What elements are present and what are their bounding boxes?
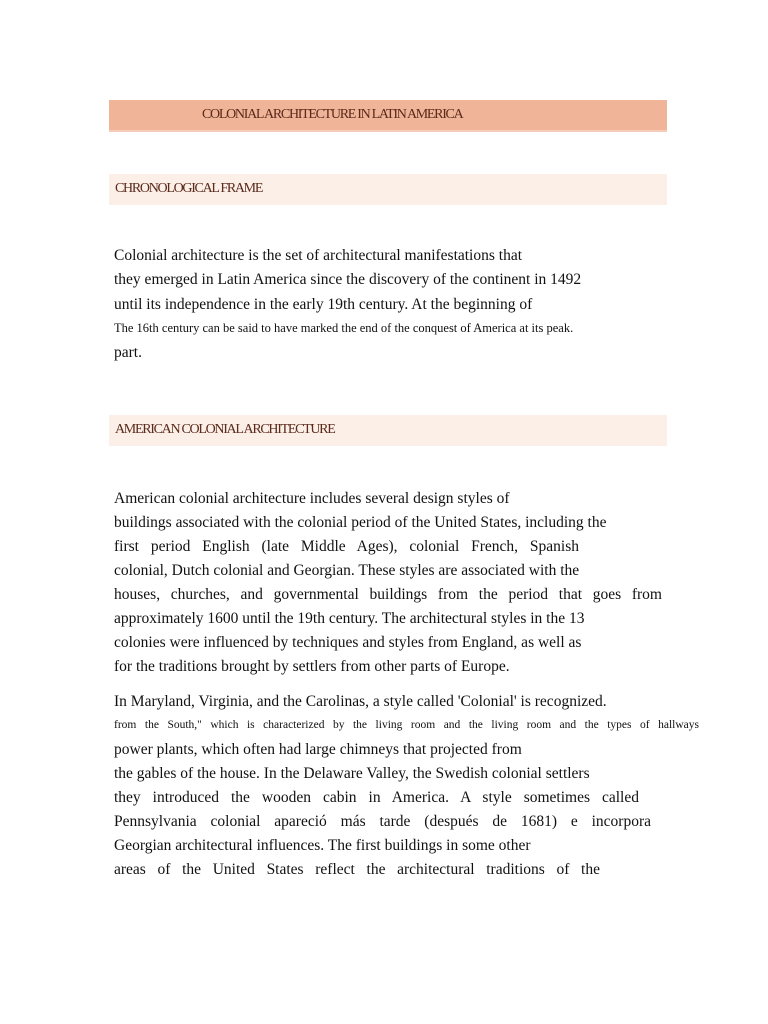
paragraph-line: Georgian architectural influences. The first buildings in some other [114,837,531,854]
paragraph-line: Pennsylvania colonial apareció más tarde (después de 1681) e incorpora [114,813,651,830]
paragraph-line: The 16th century can be said to have marked the end of the conquest of America at its peak. [114,321,574,335]
paragraph-line: the gables of the house. In the Delaware Valley, the Swedish colonial settlers [114,765,590,782]
paragraph-line: part. [114,344,142,361]
document-title: COLONIAL ARCHITECTURE IN LATIN AMERICA [202,107,463,122]
paragraph-line: they introduced the wooden cabin in America. A style sometimes called [114,789,639,806]
paragraph-line: approximately 1600 until the 19th century. The architectural styles in the 13 [114,610,585,627]
paragraph-line: power plants, which often had large chimneys that projected from [114,741,522,758]
paragraph-line: American colonial architecture includes several design styles of [114,490,510,507]
paragraph-line: from the South," which is characterized by the living room and the living room and the types of hallways [114,719,699,731]
paragraph-line: first period English (late Middle Ages), colonial French, Spanish [114,538,579,555]
paragraph-line: In Maryland, Virginia, and the Carolinas, a style called 'Colonial' is recognized. [114,693,607,710]
paragraph-line: buildings associated with the colonial period of the United States, including the [114,514,607,531]
paragraph-line: they emerged in Latin America since the discovery of the continent in 1492 [114,271,582,288]
paragraph-line: Colonial architecture is the set of architectural manifestations that [114,247,523,264]
section-heading-chronological: CHRONOLOGICAL FRAME [115,181,263,196]
section-heading-american-colonial: AMERICAN COLONIAL ARCHITECTURE [115,422,335,437]
paragraph-line: colonies were influenced by techniques and styles from England, as well as [114,634,582,651]
document-title-band [109,100,667,132]
paragraph-line: areas of the United States reflect the architectural traditions of the [114,861,600,878]
paragraph-line: until its independence in the early 19th century. At the beginning of [114,296,533,313]
paragraph-line: for the traditions brought by settlers from other parts of Europe. [114,658,510,675]
paragraph-line: colonial, Dutch colonial and Georgian. These styles are associated with the [114,562,580,579]
section-heading-band-chronological [109,174,667,205]
section-heading-band-american-colonial [109,415,667,446]
paragraph-line: houses, churches, and governmental buildings from the period that goes from [114,586,662,603]
